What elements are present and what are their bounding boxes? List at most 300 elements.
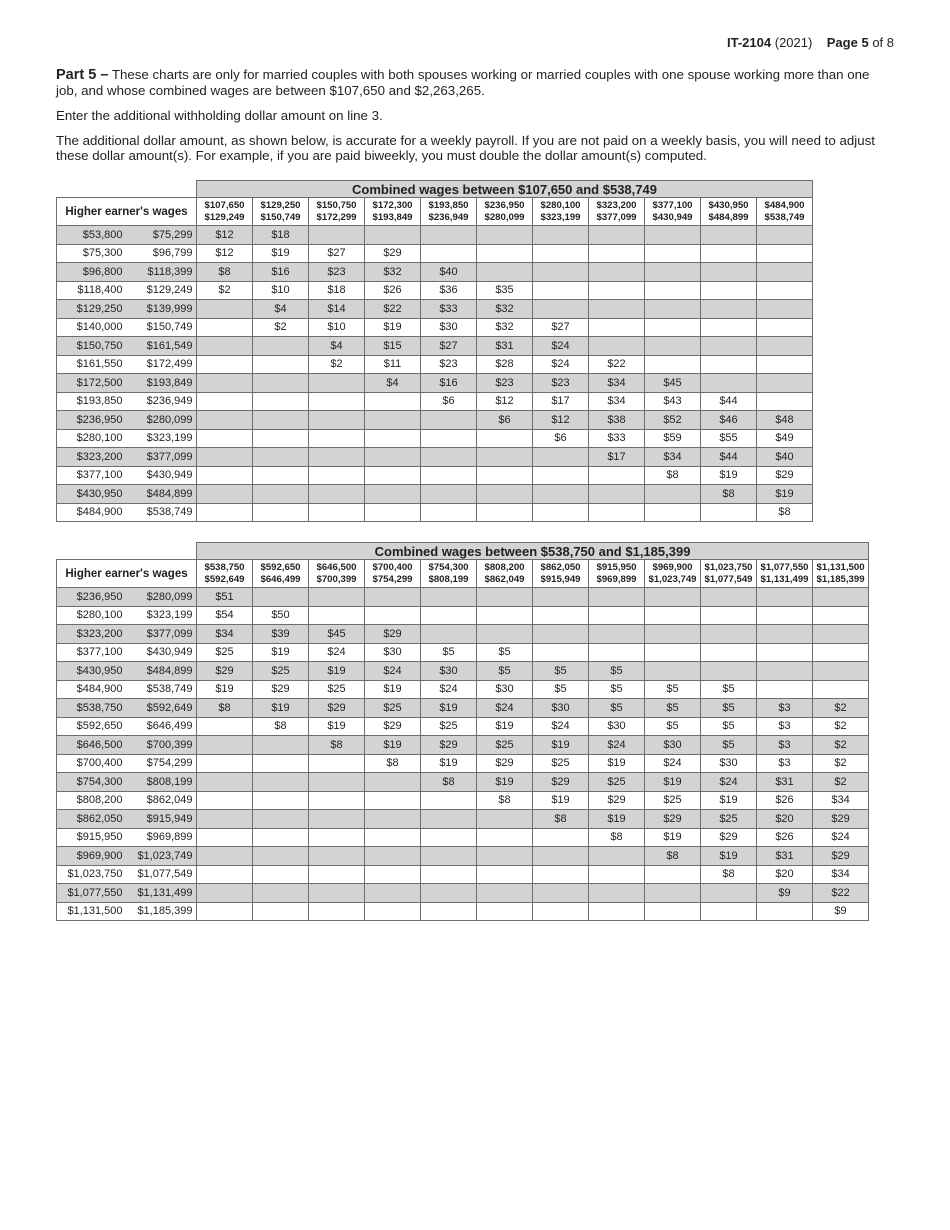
column-range-low: $862,050 bbox=[540, 562, 581, 573]
range-low: $1,077,550 bbox=[67, 886, 123, 899]
column-header bbox=[197, 560, 253, 588]
withholding-table-1 bbox=[56, 180, 813, 522]
withholding-amount: $29 bbox=[365, 244, 421, 263]
withholding-amount bbox=[589, 263, 645, 282]
column-range-high: $193,849 bbox=[372, 211, 413, 223]
withholding-amount bbox=[589, 226, 645, 245]
range-low: $96,800 bbox=[82, 265, 123, 278]
withholding-amount: $4 bbox=[253, 300, 309, 319]
withholding-amount: $25 bbox=[645, 791, 701, 810]
withholding-amount: $30 bbox=[477, 680, 533, 699]
table-row bbox=[57, 736, 869, 755]
withholding-amount bbox=[701, 300, 757, 319]
withholding-amount bbox=[365, 791, 421, 810]
range-high: $172,499 bbox=[146, 358, 193, 371]
withholding-amount bbox=[309, 847, 365, 866]
column-header bbox=[421, 198, 477, 226]
withholding-amount: $24 bbox=[813, 828, 869, 847]
withholding-amount bbox=[477, 244, 533, 263]
withholding-amount bbox=[365, 902, 421, 921]
withholding-amount bbox=[701, 503, 757, 522]
range-high: $96,799 bbox=[152, 247, 193, 260]
withholding-amount: $40 bbox=[757, 448, 813, 467]
column-header bbox=[757, 560, 813, 588]
column-range-high: $1,023,749 bbox=[648, 573, 697, 585]
withholding-amount bbox=[813, 662, 869, 681]
withholding-amount: $8 bbox=[421, 773, 477, 792]
withholding-amount: $18 bbox=[309, 281, 365, 300]
row-wage-range bbox=[57, 503, 197, 522]
withholding-amount bbox=[477, 263, 533, 282]
table-row bbox=[57, 865, 869, 884]
table-row bbox=[57, 588, 869, 607]
withholding-amount: $17 bbox=[589, 448, 645, 467]
withholding-amount: $24 bbox=[533, 337, 589, 356]
withholding-amount bbox=[645, 588, 701, 607]
withholding-amount: $16 bbox=[253, 263, 309, 282]
withholding-amount: $8 bbox=[253, 717, 309, 736]
withholding-amount: $27 bbox=[309, 244, 365, 263]
row-wage-range bbox=[57, 337, 197, 356]
row-wage-range bbox=[57, 828, 197, 847]
withholding-amount bbox=[645, 318, 701, 337]
column-range-low: $1,131,500 bbox=[816, 562, 865, 573]
table-row bbox=[57, 680, 869, 699]
table-row bbox=[57, 337, 813, 356]
withholding-amount: $20 bbox=[757, 810, 813, 829]
withholding-amount: $44 bbox=[701, 392, 757, 411]
withholding-amount: $2 bbox=[813, 699, 869, 718]
range-low: $484,900 bbox=[76, 683, 123, 696]
withholding-amount bbox=[421, 884, 477, 903]
range-high: $323,199 bbox=[146, 609, 193, 622]
withholding-amount: $59 bbox=[645, 429, 701, 448]
withholding-amount: $8 bbox=[701, 865, 757, 884]
row-wage-range bbox=[57, 699, 197, 718]
withholding-amount bbox=[701, 662, 757, 681]
table-row bbox=[57, 244, 813, 263]
withholding-amount bbox=[421, 810, 477, 829]
withholding-amount: $24 bbox=[365, 662, 421, 681]
column-header bbox=[645, 198, 701, 226]
withholding-amount: $29 bbox=[477, 754, 533, 773]
withholding-amount bbox=[421, 466, 477, 485]
range-low: $118,400 bbox=[77, 284, 123, 297]
withholding-amount bbox=[533, 865, 589, 884]
row-wage-range bbox=[57, 374, 197, 393]
withholding-amount: $45 bbox=[645, 374, 701, 393]
range-high: $430,949 bbox=[146, 469, 193, 482]
column-range-high: $129,249 bbox=[204, 211, 245, 223]
withholding-amount bbox=[309, 791, 365, 810]
range-low: $430,950 bbox=[76, 664, 123, 677]
withholding-amount bbox=[589, 466, 645, 485]
withholding-amount: $29 bbox=[253, 680, 309, 699]
withholding-amount: $19 bbox=[253, 699, 309, 718]
column-header bbox=[197, 198, 253, 226]
withholding-amount: $6 bbox=[533, 429, 589, 448]
column-range-high: $862,049 bbox=[484, 573, 525, 585]
withholding-amount bbox=[589, 300, 645, 319]
withholding-amount bbox=[253, 865, 309, 884]
range-low: $323,200 bbox=[76, 627, 123, 640]
withholding-amount bbox=[477, 226, 533, 245]
withholding-amount: $22 bbox=[589, 355, 645, 374]
withholding-amount bbox=[421, 429, 477, 448]
withholding-amount: $19 bbox=[421, 754, 477, 773]
withholding-amount: $52 bbox=[645, 411, 701, 430]
column-range-low: $323,200 bbox=[596, 200, 637, 211]
withholding-amount bbox=[589, 485, 645, 504]
withholding-amount bbox=[477, 847, 533, 866]
withholding-amount: $12 bbox=[477, 392, 533, 411]
withholding-amount bbox=[197, 810, 253, 829]
withholding-amount: $34 bbox=[813, 791, 869, 810]
withholding-amount: $32 bbox=[365, 263, 421, 282]
withholding-amount: $24 bbox=[477, 699, 533, 718]
range-high: $139,999 bbox=[146, 302, 193, 315]
column-range-low: $430,950 bbox=[708, 200, 749, 211]
withholding-amount: $54 bbox=[197, 606, 253, 625]
withholding-amount: $28 bbox=[477, 355, 533, 374]
table-corner bbox=[57, 543, 197, 560]
withholding-amount bbox=[309, 226, 365, 245]
range-low: $862,050 bbox=[76, 812, 123, 825]
part-label: Part 5 – bbox=[56, 67, 109, 83]
withholding-amount bbox=[757, 625, 813, 644]
note-paragraph: The additional dollar amount, as shown below, is accurate for a weekly payroll. If you are not paid on a weekly basis, you will need to adjust these dollar amount(s). For example, if you are paid biweekly, you must double the dollar amount(s) computed. bbox=[56, 133, 875, 163]
column-range-low: $592,650 bbox=[260, 562, 301, 573]
withholding-amount: $34 bbox=[589, 392, 645, 411]
withholding-amount bbox=[365, 226, 421, 245]
withholding-amount: $2 bbox=[813, 773, 869, 792]
withholding-amount bbox=[253, 773, 309, 792]
withholding-amount: $19 bbox=[309, 662, 365, 681]
withholding-amount bbox=[477, 606, 533, 625]
withholding-amount bbox=[757, 902, 813, 921]
row-wage-range bbox=[57, 625, 197, 644]
column-range-high: $1,185,399 bbox=[816, 573, 865, 585]
withholding-amount bbox=[645, 300, 701, 319]
withholding-amount bbox=[645, 503, 701, 522]
table-row bbox=[57, 392, 813, 411]
withholding-amount: $29 bbox=[757, 466, 813, 485]
table-row bbox=[57, 791, 869, 810]
withholding-amount: $5 bbox=[701, 736, 757, 755]
withholding-amount bbox=[365, 429, 421, 448]
range-low: $323,200 bbox=[76, 450, 123, 463]
withholding-amount bbox=[253, 466, 309, 485]
range-high: $754,299 bbox=[146, 757, 193, 770]
withholding-amount bbox=[589, 847, 645, 866]
table-title: Combined wages between $538,750 and $1,185,399 bbox=[197, 543, 869, 560]
withholding-amount bbox=[589, 588, 645, 607]
withholding-amount: $8 bbox=[197, 699, 253, 718]
column-header bbox=[309, 198, 365, 226]
intro-text: These charts are only for married couples with both spouses working or married couples with one spouse working more than one job, and whose combined wages are between $107,650 and $2,263,265. bbox=[56, 67, 870, 98]
table-row bbox=[57, 847, 869, 866]
withholding-amount bbox=[757, 643, 813, 662]
column-header bbox=[477, 198, 533, 226]
withholding-amount: $5 bbox=[589, 699, 645, 718]
row-wage-range bbox=[57, 680, 197, 699]
withholding-amount: $30 bbox=[421, 662, 477, 681]
withholding-amount bbox=[309, 810, 365, 829]
withholding-amount bbox=[253, 448, 309, 467]
withholding-amount bbox=[197, 754, 253, 773]
withholding-amount bbox=[701, 625, 757, 644]
table-row bbox=[57, 466, 813, 485]
withholding-amount bbox=[309, 374, 365, 393]
withholding-amount: $10 bbox=[253, 281, 309, 300]
withholding-amount bbox=[701, 884, 757, 903]
withholding-amount: $23 bbox=[533, 374, 589, 393]
table-row bbox=[57, 773, 869, 792]
withholding-amount: $19 bbox=[309, 717, 365, 736]
withholding-amount: $2 bbox=[253, 318, 309, 337]
withholding-amount bbox=[253, 392, 309, 411]
range-high: $430,949 bbox=[146, 646, 193, 659]
withholding-amount bbox=[757, 374, 813, 393]
column-header bbox=[645, 560, 701, 588]
withholding-amount bbox=[589, 606, 645, 625]
withholding-amount bbox=[197, 736, 253, 755]
withholding-amount: $8 bbox=[645, 466, 701, 485]
row-wage-range bbox=[57, 736, 197, 755]
withholding-amount: $24 bbox=[421, 680, 477, 699]
withholding-amount: $5 bbox=[477, 662, 533, 681]
column-range-high: $808,199 bbox=[428, 573, 469, 585]
withholding-amount bbox=[533, 448, 589, 467]
row-wage-range bbox=[57, 448, 197, 467]
range-low: $377,100 bbox=[76, 646, 123, 659]
withholding-amount: $6 bbox=[421, 392, 477, 411]
withholding-amount bbox=[589, 503, 645, 522]
withholding-amount bbox=[421, 485, 477, 504]
withholding-amount: $44 bbox=[701, 448, 757, 467]
withholding-amount bbox=[645, 662, 701, 681]
page-total: of 8 bbox=[872, 35, 894, 50]
withholding-amount: $24 bbox=[589, 736, 645, 755]
withholding-amount: $17 bbox=[533, 392, 589, 411]
range-low: $484,900 bbox=[76, 506, 123, 519]
withholding-amount: $18 bbox=[253, 226, 309, 245]
withholding-amount: $33 bbox=[421, 300, 477, 319]
withholding-amount bbox=[309, 606, 365, 625]
withholding-amount bbox=[477, 884, 533, 903]
row-wage-range bbox=[57, 244, 197, 263]
withholding-amount bbox=[757, 392, 813, 411]
withholding-amount: $19 bbox=[365, 318, 421, 337]
withholding-amount bbox=[365, 828, 421, 847]
withholding-amount: $26 bbox=[757, 791, 813, 810]
withholding-amount bbox=[421, 828, 477, 847]
withholding-amount: $12 bbox=[197, 244, 253, 263]
instruction-paragraph: Enter the additional withholding dollar amount on line 3. bbox=[56, 108, 383, 123]
column-range-low: $646,500 bbox=[316, 562, 357, 573]
withholding-amount bbox=[197, 337, 253, 356]
range-high: $377,099 bbox=[146, 627, 193, 640]
range-low: $1,131,500 bbox=[67, 905, 123, 918]
withholding-amount bbox=[589, 902, 645, 921]
table-row bbox=[57, 485, 813, 504]
range-high: $484,899 bbox=[146, 664, 193, 677]
column-header bbox=[589, 560, 645, 588]
range-high: $323,199 bbox=[146, 432, 193, 445]
withholding-amount: $26 bbox=[757, 828, 813, 847]
range-high: $700,399 bbox=[146, 738, 193, 751]
column-range-high: $484,899 bbox=[708, 211, 749, 223]
withholding-amount: $32 bbox=[477, 318, 533, 337]
withholding-amount bbox=[589, 318, 645, 337]
range-high: $236,949 bbox=[146, 395, 193, 408]
range-high: $808,199 bbox=[146, 775, 193, 788]
column-header bbox=[533, 198, 589, 226]
withholding-amount bbox=[701, 263, 757, 282]
withholding-amount bbox=[365, 448, 421, 467]
column-header bbox=[701, 198, 757, 226]
column-range-low: $150,750 bbox=[316, 200, 357, 211]
withholding-amount: $24 bbox=[701, 773, 757, 792]
range-low: $53,800 bbox=[82, 228, 123, 241]
range-low: $193,850 bbox=[76, 395, 123, 408]
withholding-amount bbox=[757, 606, 813, 625]
withholding-amount bbox=[645, 337, 701, 356]
column-header bbox=[477, 560, 533, 588]
withholding-amount: $8 bbox=[701, 485, 757, 504]
withholding-amount: $34 bbox=[589, 374, 645, 393]
withholding-amount: $4 bbox=[365, 374, 421, 393]
withholding-amount: $25 bbox=[365, 699, 421, 718]
withholding-amount: $14 bbox=[309, 300, 365, 319]
form-number: IT-2104 bbox=[727, 35, 772, 50]
withholding-amount bbox=[533, 466, 589, 485]
withholding-amount: $33 bbox=[589, 429, 645, 448]
withholding-amount bbox=[533, 300, 589, 319]
withholding-amount: $2 bbox=[309, 355, 365, 374]
column-range-low: $915,950 bbox=[596, 562, 637, 573]
withholding-amount: $34 bbox=[645, 448, 701, 467]
withholding-amount: $19 bbox=[533, 791, 589, 810]
range-high: $646,499 bbox=[146, 720, 193, 733]
column-range-low: $538,750 bbox=[204, 562, 245, 573]
withholding-amount: $19 bbox=[365, 736, 421, 755]
row-wage-range bbox=[57, 485, 197, 504]
withholding-amount bbox=[421, 625, 477, 644]
table-row bbox=[57, 606, 869, 625]
withholding-amount: $31 bbox=[757, 773, 813, 792]
withholding-amount bbox=[253, 847, 309, 866]
withholding-amount bbox=[253, 828, 309, 847]
withholding-amount bbox=[197, 828, 253, 847]
withholding-amount: $25 bbox=[589, 773, 645, 792]
table-row bbox=[57, 754, 869, 773]
withholding-amount: $19 bbox=[421, 699, 477, 718]
column-range-low: $700,400 bbox=[372, 562, 413, 573]
withholding-amount bbox=[477, 588, 533, 607]
range-high: $118,399 bbox=[147, 265, 193, 278]
withholding-amount bbox=[421, 606, 477, 625]
column-header bbox=[813, 560, 869, 588]
row-wage-range bbox=[57, 588, 197, 607]
range-low: $280,100 bbox=[76, 609, 123, 622]
withholding-amount bbox=[365, 847, 421, 866]
range-low: $150,750 bbox=[76, 339, 123, 352]
range-low: $808,200 bbox=[76, 794, 123, 807]
withholding-amount: $29 bbox=[309, 699, 365, 718]
withholding-amount: $19 bbox=[645, 773, 701, 792]
row-wage-range bbox=[57, 884, 197, 903]
withholding-amount: $19 bbox=[701, 847, 757, 866]
range-low: $280,100 bbox=[76, 432, 123, 445]
withholding-amount: $5 bbox=[533, 680, 589, 699]
range-low: $592,650 bbox=[76, 720, 123, 733]
column-range-high: $754,299 bbox=[372, 573, 413, 585]
withholding-amount bbox=[701, 902, 757, 921]
withholding-amount bbox=[421, 244, 477, 263]
withholding-amount: $24 bbox=[309, 643, 365, 662]
withholding-amount: $23 bbox=[309, 263, 365, 282]
withholding-amount bbox=[589, 625, 645, 644]
range-high: $193,849 bbox=[146, 376, 193, 389]
withholding-amount bbox=[757, 244, 813, 263]
column-range-low: $1,023,750 bbox=[704, 562, 753, 573]
table-row bbox=[57, 884, 869, 903]
withholding-amount bbox=[197, 865, 253, 884]
withholding-amount bbox=[813, 680, 869, 699]
table-corner bbox=[57, 181, 197, 198]
table-row bbox=[57, 503, 813, 522]
range-high: $75,299 bbox=[152, 228, 193, 241]
withholding-amount: $8 bbox=[533, 810, 589, 829]
range-low: $172,500 bbox=[76, 376, 123, 389]
table-row bbox=[57, 699, 869, 718]
withholding-amount: $24 bbox=[533, 355, 589, 374]
withholding-amount: $30 bbox=[533, 699, 589, 718]
page-header bbox=[727, 35, 894, 50]
withholding-amount bbox=[365, 485, 421, 504]
withholding-amount: $19 bbox=[589, 754, 645, 773]
withholding-amount: $25 bbox=[533, 754, 589, 773]
withholding-amount bbox=[309, 485, 365, 504]
withholding-amount: $25 bbox=[197, 643, 253, 662]
column-range-low: $129,250 bbox=[260, 200, 301, 211]
withholding-amount bbox=[813, 606, 869, 625]
withholding-amount bbox=[253, 791, 309, 810]
withholding-amount bbox=[309, 466, 365, 485]
withholding-amount: $29 bbox=[589, 791, 645, 810]
withholding-table-2 bbox=[56, 542, 869, 921]
withholding-amount bbox=[477, 503, 533, 522]
withholding-amount bbox=[365, 411, 421, 430]
withholding-amount: $39 bbox=[253, 625, 309, 644]
withholding-amount: $19 bbox=[197, 680, 253, 699]
range-low: $1,023,750 bbox=[67, 868, 123, 881]
withholding-amount: $29 bbox=[701, 828, 757, 847]
column-range-high: $172,299 bbox=[316, 211, 357, 223]
withholding-amount bbox=[421, 503, 477, 522]
withholding-amount: $40 bbox=[421, 263, 477, 282]
column-range-low: $484,900 bbox=[764, 200, 805, 211]
range-high: $1,023,749 bbox=[137, 849, 193, 862]
withholding-amount: $5 bbox=[645, 680, 701, 699]
column-range-low: $107,650 bbox=[204, 200, 245, 211]
table-row bbox=[57, 263, 813, 282]
withholding-amount: $19 bbox=[365, 680, 421, 699]
column-range-low: $193,850 bbox=[428, 200, 469, 211]
withholding-amount bbox=[757, 588, 813, 607]
range-high: $150,749 bbox=[146, 321, 193, 334]
